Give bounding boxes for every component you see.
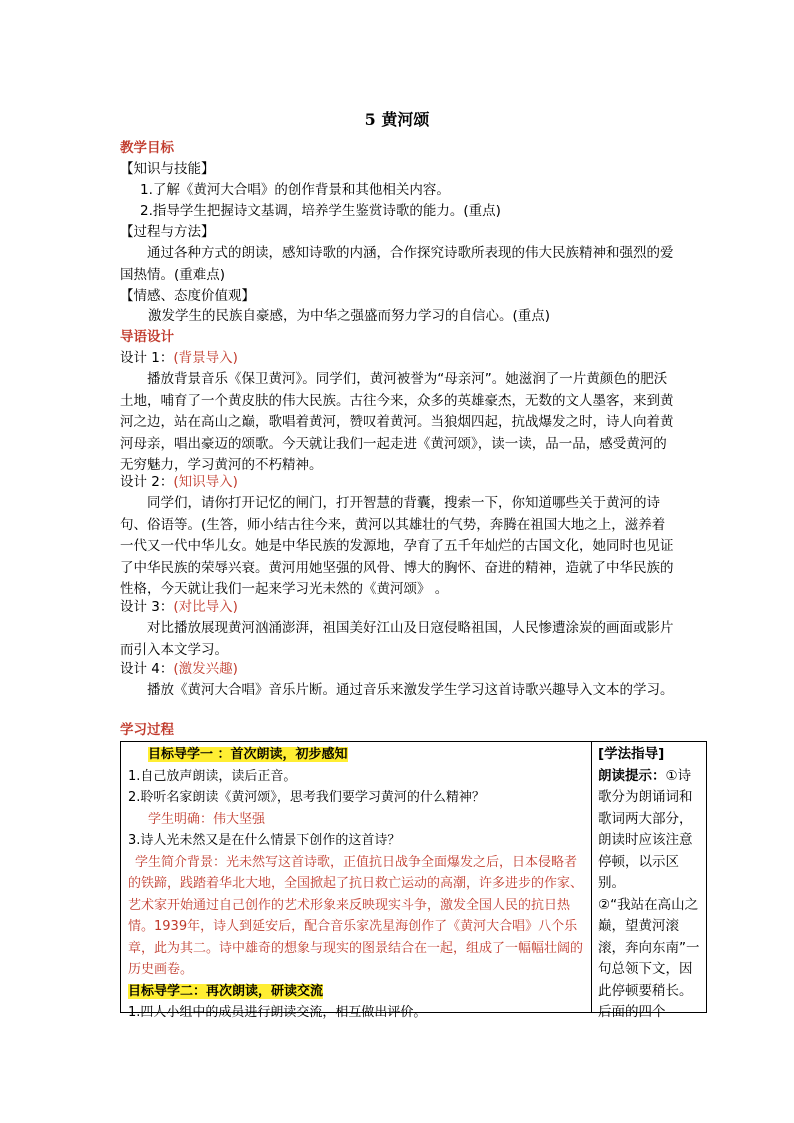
design-1-number: 设计 1： <box>120 350 174 366</box>
design-3-text: 对比播放展现黄河汹涌澎湃，祖国美好江山及日寇侵略祖国，人民惨遭涂炭的画面或影片而引入本文学习。 <box>120 620 674 658</box>
design-2-text: 同学们，请你打开记忆的闸门，打开智慧的背囊，搜索一下，你知道哪些关于黄河的诗句、俗语等。(生答，师小结古往今来，黄河以其雄壮的气势，奔腾在祖国大地之上，滋养着一代又一代中华儿女。她是中华民族的发源地，孕育了五千年灿烂的古国文化，她同时也见证了中华民族的荣辱兴衰。黄河用她坚强的风骨、博大的胸怀、奋进的精神，造就了中华民族的性格，今天就让我们一起来学习光未然的《黄河颂》 。 <box>120 495 674 597</box>
step-4: 1.四人小组中的成员进行朗读交流，相互做出评价。 <box>128 1005 427 1020</box>
step-1: 1.自己放声朗读，读后正音。 <box>128 768 297 784</box>
knowledge-item-2: 2.指导学生把握诗文基调，培养学生鉴赏诗歌的能力。(重点) <box>140 203 501 219</box>
design-1-text: 播放背景音乐《保卫黄河》。同学们，黄河被誉为“母亲河”。她滋润了一片黄颜色的肥沃土地，哺育了一个黄皮肤的伟大民族。古往今来，众多的英雄豪杰，无数的文人墨客，来到黄河之边，站在高山之巅，歌唱着黄河，赞叹着黄河。当狼烟四起，抗战爆发之时，诗人向着黄河母亲，唱出豪迈的颂歌。今天就让我们一起走进《黄河颂》，读一读，品一品，感受黄河的无穷魅力，学习黄河的不朽精神。 <box>120 371 674 473</box>
design-4-label <box>120 659 238 680</box>
design-2-tag: (知识导入) <box>173 474 238 490</box>
step-2: 2.聆听名家朗读《黄河颂》，思考我们要学习黄河的什么精神？ <box>128 790 485 805</box>
knowledge-heading: 【知识与技能】 <box>120 161 215 177</box>
reading-tip-label: 朗读提示： <box>598 767 666 784</box>
lesson-table <box>120 741 707 1020</box>
design-2-number: 设计 2： <box>120 474 174 490</box>
process2-heading: 学习过程 <box>120 722 174 738</box>
knowledge-item-1: 1.了解《黄河大合唱》的创作背景和其他相关内容。 <box>140 182 450 198</box>
design-1-tag: (背景导入) <box>173 350 238 366</box>
lesson-main-cell <box>121 742 592 1020</box>
design-3-label <box>120 597 238 618</box>
emotion-text: 激发学生的民族自豪感，为中华之强盛而努力学习的自信心。(重点) <box>148 308 551 324</box>
step-3-answer: 学生简介背景：光未然写这首诗歌，正值抗日战争全面爆发之后，日本侵略者的铁蹄，践踏着华北大地，全国掀起了抗日救亡运动的高潮，许多进步的作家、艺术家开始通过自己创作的艺术形象来反映现实斗争，激发全国人民的抗日热情。1939年，诗人到延安后，配合音乐家冼星海创作了《黄河大合唱》八个乐章，此为其二。诗中雄奇的想象与现实的图景结合在一起，组成了一幅幅壮阔的历史画卷。 <box>128 854 584 977</box>
design-3-number: 设计 3： <box>120 599 174 615</box>
guide-2-heading: 目标导学二：再次朗读，研读交流 <box>128 983 324 999</box>
design-2-label <box>120 472 238 493</box>
intro-heading: 导语设计 <box>120 329 174 345</box>
design-1-label <box>120 348 238 369</box>
design-4-tag: (激发兴趣) <box>173 661 238 677</box>
method-guide-heading: [学法指导] <box>598 746 665 762</box>
design-4-number: 设计 4： <box>120 661 174 677</box>
reading-tip-text: ①诗歌分为朗诵词和歌词两大部分，朗读时应该注意停顿，以示区别。 <box>598 767 693 891</box>
step-3: 3.诗人光未然又是在什么情景下创作的这首诗？ <box>128 833 401 848</box>
page-title: 5 黄河颂 <box>364 110 430 129</box>
goals-heading: 教学目标 <box>120 140 174 156</box>
design-4-text: 播放《黄河大合唱》音乐片断。通过音乐来激发学生学习这首诗歌兴趣导入文本的学习。 <box>147 682 674 698</box>
reading-tip-2: ②“我站在高山之巅，望黄河滚滚，奔向东南”一句总领下文，因此停顿要稍长。后面的四个 <box>598 896 700 1020</box>
method-guide-cell <box>592 742 707 1020</box>
emotion-heading: 【情感、态度价值观】 <box>120 288 255 304</box>
guide-1-heading: 目标导学一 ：首次朗读，初步感知 <box>148 747 348 762</box>
process-text: 通过各种方式的朗读，感知诗歌的内涵，合作探究诗歌所表现的伟大民族精神和强烈的爱国热情。(重难点) <box>120 245 674 283</box>
step-2-answer: 学生明确：伟大坚强 <box>148 811 266 827</box>
design-3-tag: (对比导入) <box>173 599 238 615</box>
process-heading: 【过程与方法】 <box>120 224 215 240</box>
